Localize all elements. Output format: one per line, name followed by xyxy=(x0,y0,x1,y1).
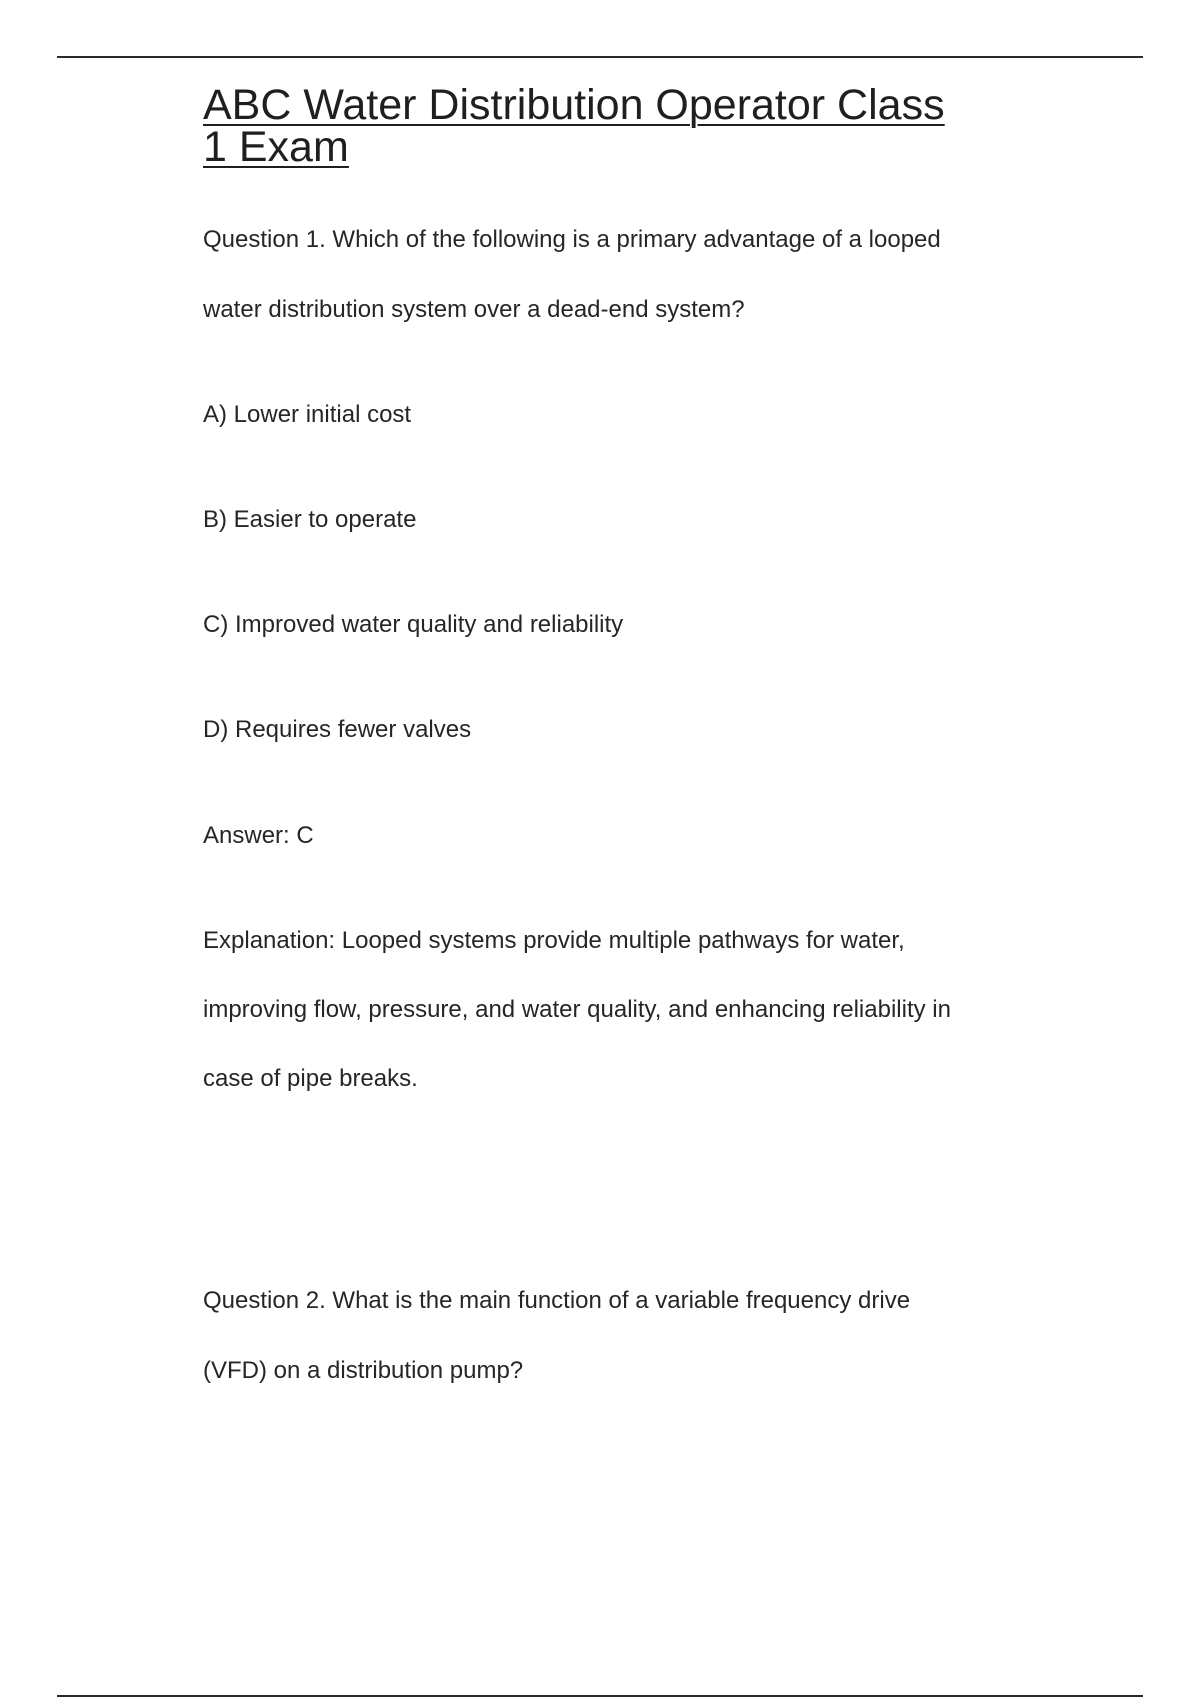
question-1-explanation-line-3: case of pipe breaks. xyxy=(203,1065,418,1092)
question-1-explanation-line-2: improving flow, pressure, and water quality, and enhancing reliability in xyxy=(203,996,951,1023)
question-1-option-a: A) Lower initial cost xyxy=(203,401,412,428)
question-1-text-line-2: water distribution system over a dead-end system? xyxy=(203,296,745,323)
question-1-explanation-line-1: Explanation: Looped systems provide multiple pathways for water, xyxy=(203,927,905,954)
title-line-2: 1 Exam xyxy=(203,123,349,171)
question-1-option-b: B) Easier to operate xyxy=(203,506,417,533)
question-1-option-c: C) Improved water quality and reliability xyxy=(203,611,624,638)
bottom-divider xyxy=(57,1695,1143,1697)
question-1-answer: Answer: C xyxy=(203,822,314,849)
question-1-text-line-1: Question 1. Which of the following is a primary advantage of a looped xyxy=(203,226,941,253)
question-1-option-d: D) Requires fewer valves xyxy=(203,716,472,743)
title-line-1: ABC Water Distribution Operator Class xyxy=(203,81,945,129)
top-divider xyxy=(57,56,1143,58)
document-title xyxy=(203,81,1043,171)
question-2-text-line-2: (VFD) on a distribution pump? xyxy=(203,1357,524,1384)
question-2-text-line-1: Question 2. What is the main function of a variable frequency drive xyxy=(203,1287,911,1314)
document-body xyxy=(203,72,1043,1384)
